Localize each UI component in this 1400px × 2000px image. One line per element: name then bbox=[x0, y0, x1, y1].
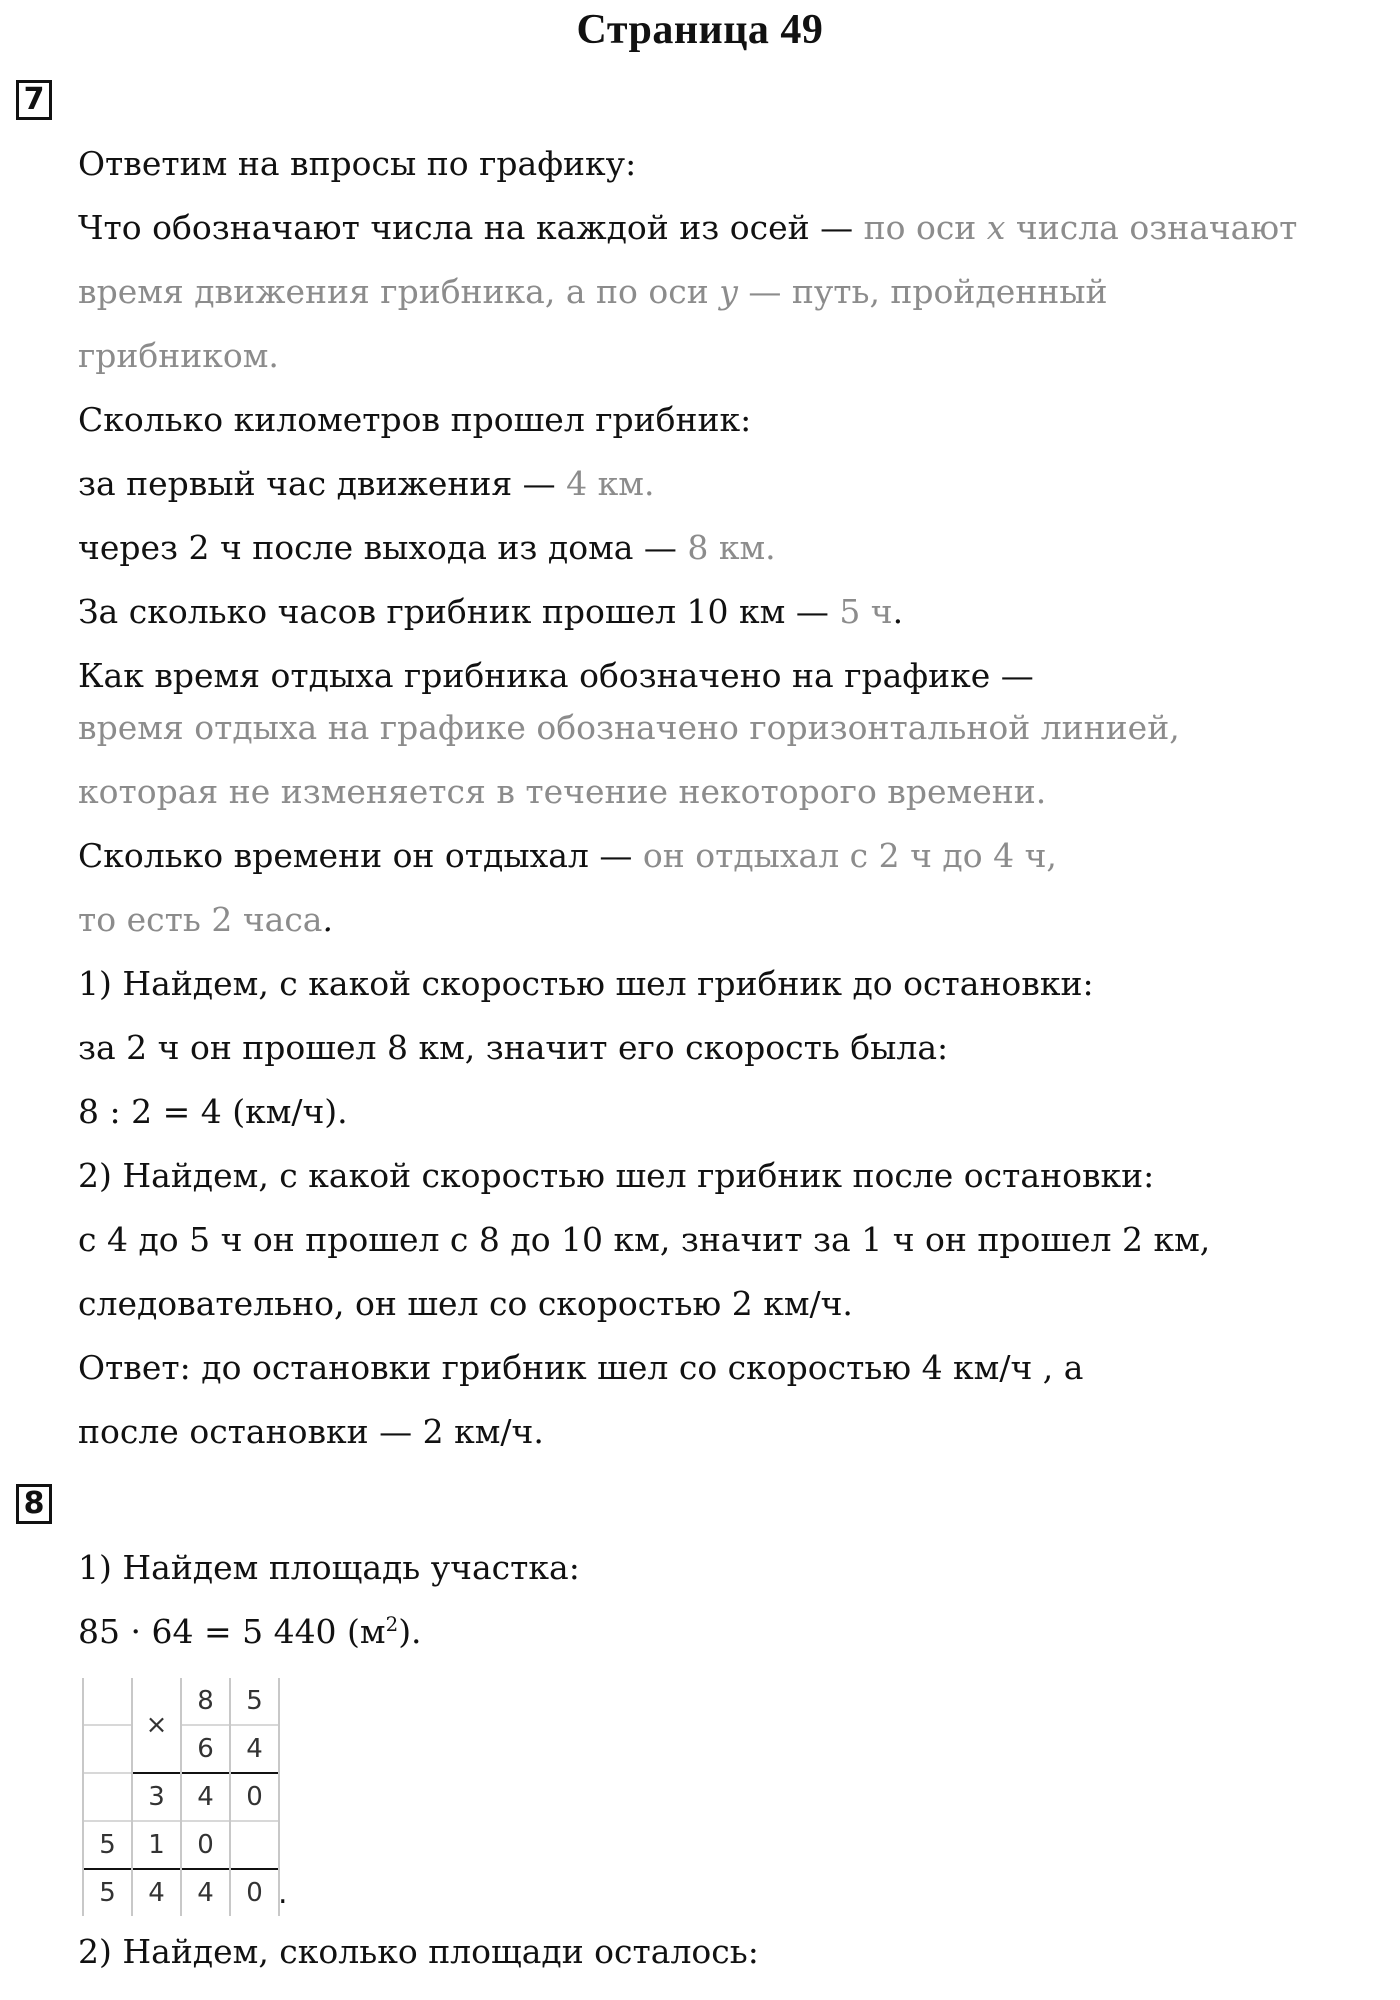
task7-line-14 bbox=[78, 962, 1094, 1006]
grid-cell: 4 bbox=[230, 1725, 279, 1773]
answer-part: время движения грибника, а по оси bbox=[78, 272, 720, 311]
grid-cell: 5 bbox=[83, 1821, 132, 1869]
task-number-8: 8 bbox=[16, 1484, 52, 1524]
question-text: Что обозначают числа на каждой из осей — bbox=[78, 208, 864, 247]
task7-line-8 bbox=[78, 590, 903, 634]
answer-statement: Ответ: до остановки грибник шел со скоростью 4 км/ч , а bbox=[78, 1348, 1084, 1387]
grid-cell: 4 bbox=[132, 1869, 181, 1916]
task-number-7: 7 bbox=[16, 80, 52, 120]
variable-y: y bbox=[719, 272, 738, 311]
question-text: Сколько времени он отдыхал — bbox=[78, 836, 643, 875]
text: за 2 ч он прошел 8 км, значит его скорость была: bbox=[78, 1028, 949, 1067]
answer-part: по оси bbox=[863, 208, 987, 247]
task7-line-9 bbox=[78, 654, 1034, 698]
equation: 8 : 2 = 4 (км/ч). bbox=[78, 1092, 348, 1131]
grid-period: . bbox=[278, 1876, 288, 1911]
task8-line-1 bbox=[78, 1546, 580, 1590]
text: 1) Найдем площадь участка: bbox=[78, 1548, 580, 1587]
task7-line-16 bbox=[78, 1090, 348, 1134]
answer-text: 5 ч bbox=[839, 592, 893, 631]
grid-row-1 bbox=[83, 1678, 279, 1725]
punctuation: . bbox=[892, 592, 904, 631]
answer-part: — путь, пройденный bbox=[737, 272, 1108, 311]
answer-text: которая не изменяется в течение некоторого времени. bbox=[78, 772, 1047, 811]
punctuation: . bbox=[322, 900, 333, 939]
grid-cell: 6 bbox=[181, 1725, 230, 1773]
answer-part: числа означают bbox=[1005, 208, 1298, 247]
answer-text bbox=[864, 208, 1298, 247]
task7-line-10 bbox=[78, 706, 1180, 750]
text: 2) Найдем, сколько площади осталось: bbox=[78, 1932, 759, 1971]
answer-text: то есть 2 часа bbox=[78, 900, 323, 939]
task8-line-3 bbox=[78, 1930, 759, 1974]
answer-text: 8 км. bbox=[687, 528, 776, 567]
task7-line-13 bbox=[78, 898, 333, 942]
grid-row-3 bbox=[83, 1773, 279, 1821]
grid-cell: 0 bbox=[230, 1869, 279, 1916]
multiply-sign: × bbox=[132, 1678, 181, 1773]
task8-line-2 bbox=[78, 1610, 422, 1654]
grid-cell: 4 bbox=[181, 1773, 230, 1821]
grid-cell: 0 bbox=[181, 1821, 230, 1869]
task7-line-12 bbox=[78, 834, 1057, 878]
question-text: через 2 ч после выхода из дома — bbox=[78, 528, 688, 567]
grid-cell: 4 bbox=[181, 1869, 230, 1916]
text: с 4 до 5 ч он прошел с 8 до 10 км, значит за 1 ч он прошел 2 км, bbox=[78, 1220, 1211, 1259]
superscript: 2 bbox=[385, 1613, 399, 1636]
grid-row-4 bbox=[83, 1821, 279, 1869]
task7-line-18 bbox=[78, 1218, 1210, 1262]
text: Ответим на впросы по графику: bbox=[78, 144, 637, 183]
task7-line-5 bbox=[78, 398, 751, 442]
equation: 85 · 64 = 5 440 (м bbox=[78, 1612, 386, 1651]
answer-text: грибником. bbox=[78, 336, 279, 375]
question-text: За сколько часов грибник прошел 10 км — bbox=[78, 592, 840, 631]
text: 2) Найдем, с какой скоростью шел грибник после остановки: bbox=[78, 1156, 1155, 1195]
task7-line-11 bbox=[78, 770, 1046, 814]
task7-line-15 bbox=[78, 1026, 948, 1070]
task7-line-3 bbox=[78, 270, 1108, 314]
answer-text: время отдыха на графике обозначено горизонтальной линией, bbox=[78, 708, 1180, 747]
grid-cell: 8 bbox=[181, 1678, 230, 1725]
task7-line-20 bbox=[78, 1346, 1083, 1390]
text: следовательно, он шел со скоростью 2 км/ч. bbox=[78, 1284, 853, 1323]
grid-cell: 3 bbox=[132, 1773, 181, 1821]
grid-row-5 bbox=[83, 1869, 279, 1916]
grid-cell: 5 bbox=[83, 1869, 132, 1916]
grid-cell: 0 bbox=[230, 1773, 279, 1821]
grid-cell: 1 bbox=[132, 1821, 181, 1869]
answer-text: он отдыхал с 2 ч до 4 ч, bbox=[642, 836, 1057, 875]
task7-line-1 bbox=[78, 142, 636, 186]
multiplication-grid bbox=[82, 1678, 280, 1916]
grid-cell bbox=[83, 1773, 132, 1821]
grid-cell: 5 bbox=[230, 1678, 279, 1725]
text: 1) Найдем, с какой скоростью шел грибник до остановки: bbox=[78, 964, 1094, 1003]
task7-line-21 bbox=[78, 1410, 544, 1454]
variable-x: x bbox=[986, 208, 1006, 247]
grid-cell bbox=[230, 1821, 279, 1869]
grid-cell bbox=[83, 1678, 132, 1725]
text: Сколько километров прошел грибник: bbox=[78, 400, 752, 439]
question-text: за первый час движения — bbox=[78, 464, 567, 503]
question-text: Как время отдыха грибника обозначено на графике — bbox=[78, 656, 1034, 695]
task7-line-17 bbox=[78, 1154, 1154, 1198]
grid-cell bbox=[83, 1725, 132, 1773]
task7-line-6 bbox=[78, 462, 654, 506]
task7-line-4 bbox=[78, 334, 279, 378]
answer-text: 4 км. bbox=[566, 464, 655, 503]
grid-row-2 bbox=[83, 1725, 279, 1773]
punctuation: ). bbox=[398, 1612, 422, 1651]
task7-line-2 bbox=[78, 206, 1297, 250]
task7-line-19 bbox=[78, 1282, 853, 1326]
answer-statement: после остановки — 2 км/ч. bbox=[78, 1412, 544, 1451]
page-title: Страница 49 bbox=[576, 7, 824, 53]
task7-line-7 bbox=[78, 526, 776, 570]
